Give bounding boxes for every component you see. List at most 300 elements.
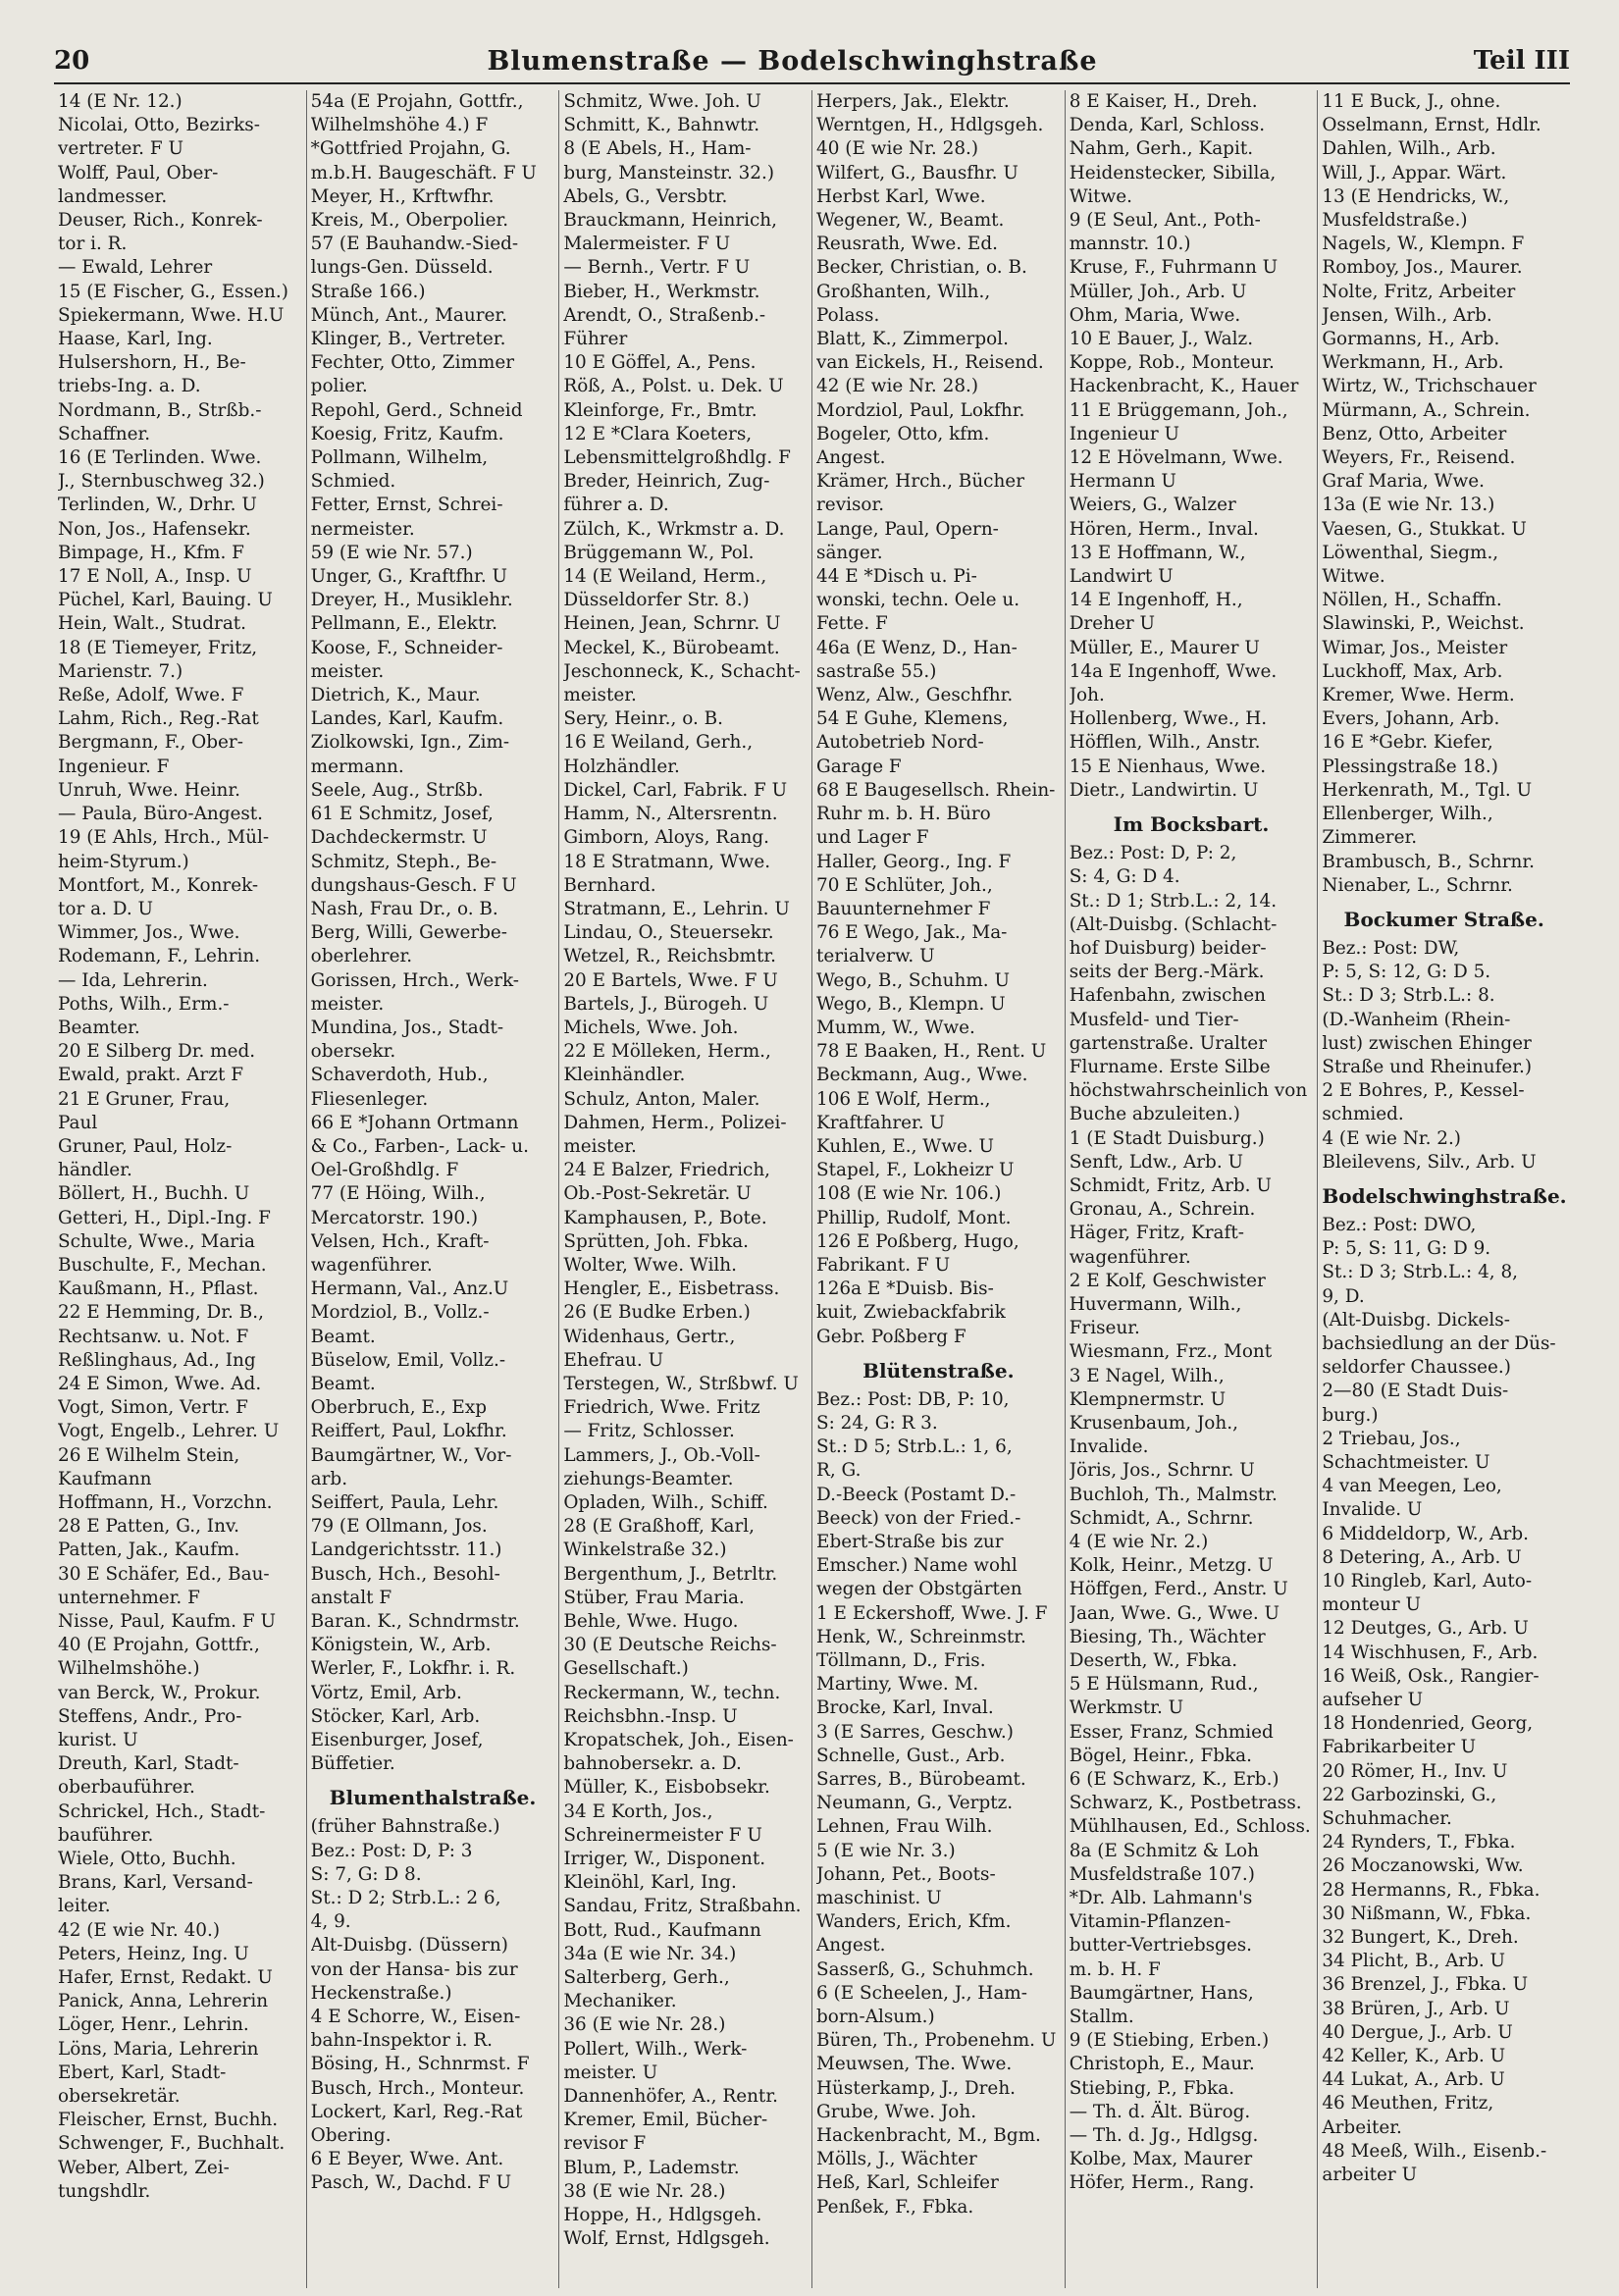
entry-line: Werler, F., Lokfhr. i. R.: [310, 1658, 516, 1680]
entry-line: Bauunternehmer F: [816, 898, 991, 919]
entry-line: Nöllen, H., Schaffn.: [1322, 590, 1502, 611]
entry-line: (früher Bahnstraße.): [310, 1816, 500, 1838]
entry-line: Röß, A., Polst. u. Dek. U: [563, 376, 784, 397]
entry-line: Panick, Anna, Lehrerin: [58, 1991, 269, 2012]
entry-line: Kaufmann: [58, 1468, 152, 1489]
entry-line: Bez.: Post: D, P: 3: [310, 1840, 473, 1861]
entry-line: Höfer, Herm., Rang.: [1069, 2172, 1255, 2194]
street-heading: Blütenstraße.: [862, 1358, 1015, 1383]
entry-line: Hafer, Ernst, Redakt. U: [58, 1967, 273, 1989]
entry-line: Wiele, Otto, Buchh.: [58, 1849, 236, 1870]
entry-line: Ruhr m. b. H. Büro: [816, 804, 991, 825]
entry-line: — Paula, Büro-Angest.: [58, 804, 264, 825]
entry-line: tor a. D. U: [58, 898, 154, 919]
entry-line: heim-Styrum.): [58, 851, 189, 872]
entry-line: — Th. d. Ält. Bürog.: [1069, 2101, 1251, 2122]
entry-line: Obering.: [310, 2125, 392, 2147]
entry-line: Jensen, Wilh., Arb.: [1322, 304, 1492, 326]
entry-line: 15 E Nienhaus, Wwe.: [1069, 756, 1267, 777]
entry-line: Eisenburger, Josef,: [310, 1730, 484, 1751]
entry-line: arb.: [310, 1468, 348, 1489]
entry-line: Sasserß, G., Schuhmch.: [816, 1958, 1034, 1980]
entry-line: landmesser.: [58, 185, 168, 207]
entry-line: schmied.: [1322, 1104, 1404, 1125]
entry-line: Lockert, Karl, Reg.-Rat: [310, 2101, 523, 2122]
entry-line: Dahlen, Wilh., Arb.: [1322, 138, 1496, 160]
entry-line: Fliesenleger.: [310, 1088, 429, 1110]
entry-line: Witwe.: [1322, 566, 1385, 588]
entry-line: 26 (E Budke Erben.): [563, 1302, 751, 1324]
entry-line: Stüber, Frau Maria.: [563, 1587, 745, 1608]
entry-line: Benz, Otto, Arbeiter: [1322, 423, 1507, 444]
entry-line: Fleischer, Ernst, Buchh.: [58, 2110, 279, 2131]
entry-line: Klinger, B., Vertreter.: [310, 329, 506, 350]
entry-line: 12 Deutges, G., Arb. U: [1322, 1618, 1529, 1640]
entry-line: revisor.: [816, 495, 885, 516]
entry-line: 20 Römer, H., Inv. U: [1322, 1760, 1508, 1782]
entry-line: Mumm, W., Wwe.: [816, 1017, 975, 1038]
entry-line: Hulsershorn, H., Be-: [58, 352, 246, 374]
entry-line: Deuser, Rich., Konrek-: [58, 210, 263, 232]
entry-line: seits der Berg.-Märk.: [1069, 962, 1265, 983]
entry-line: Wilfert, G., Bausfhr. U: [816, 162, 1018, 183]
entry-line: Sery, Heinr., o. B.: [563, 708, 724, 730]
entry-line: 38 (E wie Nr. 28.): [563, 2180, 726, 2202]
entry-line: Wolff, Paul, Ober-: [58, 162, 219, 183]
entry-line: Reiffert, Paul, Lokfhr.: [310, 1421, 507, 1442]
entry-line: — Th. d. Jg., Hdlgsg.: [1069, 2125, 1259, 2147]
entry-line: Hafenbahn, zwischen: [1069, 985, 1266, 1007]
entry-line: 4 van Meegen, Leo,: [1322, 1476, 1502, 1497]
entry-line: Beamt.: [310, 1326, 376, 1347]
entry-line: nermeister.: [310, 518, 415, 540]
entry-line: 126a E *Duisb. Bis-: [816, 1278, 994, 1300]
entry-line: 8 E Kaiser, H., Dreh.: [1069, 91, 1258, 112]
entry-line: Kolbe, Max, Maurer: [1069, 2149, 1253, 2170]
entry-line: Herkenrath, M., Tgl. U: [1322, 779, 1533, 801]
entry-line: Großhanten, Wilh.,: [816, 281, 991, 302]
entry-line: Pollmann, Wilhelm,: [310, 447, 489, 469]
entry-line: R, G.: [816, 1460, 862, 1482]
entry-line: Wanders, Erich, Kfm.: [816, 1911, 1012, 1933]
entry-line: Dietr., Landwirtin. U: [1069, 779, 1259, 801]
entry-line: Schmitt, K., Bahnwtr.: [563, 115, 760, 136]
entry-line: Bimpage, H., Kfm. F: [58, 542, 244, 563]
entry-line: Löger, Henr., Lehrin.: [58, 2014, 249, 2036]
entry-line: Weber, Albert, Zei-: [58, 2157, 230, 2178]
entry-line: Wolf, Ernst, Hdlgsgeh.: [563, 2228, 770, 2250]
entry-line: Ellenberger, Wilh.,: [1322, 804, 1493, 825]
entry-line: revisor F: [563, 2133, 647, 2155]
entry-line: Flurname. Erste Silbe: [1069, 1056, 1271, 1077]
entry-line: 57 (E Bauhandw.-Sied-: [310, 234, 519, 255]
entry-line: Lahm, Rich., Reg.-Rat: [58, 708, 259, 730]
entry-line: oberbauführer.: [58, 1777, 195, 1799]
entry-line: Nisse, Paul, Kaufm. F U: [58, 1611, 276, 1632]
entry-line: Non, Jos., Hafensekr.: [58, 518, 251, 540]
entry-line: Werkmstr. U: [1069, 1697, 1184, 1719]
entry-line: Wimar, Jos., Meister: [1322, 637, 1508, 658]
entry-line: 26 E Wilhelm Stein,: [58, 1444, 240, 1466]
entry-line: (Alt-Duisbg. Dickels-: [1322, 1309, 1510, 1331]
entry-line: St.: D 1; Strb.L.: 2, 14.: [1069, 890, 1278, 912]
entry-line: Kuhlen, E., Wwe. U: [816, 1135, 995, 1157]
entry-line: Hengler, E., Eisbetrass.: [563, 1278, 780, 1300]
entry-line: Mordziol, B., Vollz.-: [310, 1302, 490, 1324]
entry-line: Höfflen, Wilh., Anstr.: [1069, 732, 1261, 754]
entry-line: Müller, K., Eisbobsekr.: [563, 1777, 770, 1799]
entry-line: 13 E Hoffmann, W.,: [1069, 542, 1246, 563]
entry-line: Beckmann, Aug., Wwe.: [816, 1065, 1028, 1086]
entry-line: Wilhelmshöhe 4.) F: [310, 115, 489, 136]
entry-line: 44 Lukat, A., Arb. U: [1322, 2069, 1505, 2091]
entry-line: dungshaus-Gesch. F U: [310, 874, 517, 896]
entry-line: Mordziol, Paul, Lokfhr.: [816, 399, 1025, 421]
entry-line: 4 E Schorre, W., Eisen-: [310, 2007, 521, 2028]
entry-line: Brocke, Karl, Inval.: [816, 1697, 994, 1719]
entry-line: Repohl, Gerd., Schneid: [310, 399, 523, 421]
entry-line: 30 E Schäfer, Ed., Bau-: [58, 1563, 270, 1585]
entry-line: Bernhard.: [563, 874, 656, 896]
entry-line: aufseher U: [1322, 1690, 1424, 1710]
entry-line: Martiny, Wwe. M.: [816, 1674, 979, 1696]
entry-line: Schmidt, Fritz, Arb. U: [1069, 1174, 1272, 1196]
entry-line: Dreher U: [1069, 613, 1155, 635]
entry-line: 14 E Ingenhoff, H.,: [1069, 590, 1243, 611]
entry-line: 14 (E Nr. 12.): [58, 91, 183, 112]
entry-line: Schachtmeister. U: [1322, 1451, 1490, 1473]
entry-line: Wolter, Wwe. Wilh.: [563, 1254, 737, 1276]
entry-line: Polass.: [816, 304, 880, 326]
entry-line: Münch, Ant., Maurer.: [310, 304, 508, 326]
entry-line: 14a E Ingenhoff, Wwe.: [1069, 660, 1278, 682]
entry-line: Müller, Joh., Arb. U: [1069, 281, 1247, 302]
entry-line: 20 E Bartels, Wwe. F U: [563, 969, 778, 991]
entry-line: Phillip, Rudolf, Mont.: [816, 1207, 1012, 1228]
entry-line: 42 Keller, K., Arb. U: [1322, 2046, 1506, 2067]
entry-line: 16 Weiß, Osk., Rangier-: [1322, 1665, 1540, 1687]
entry-line: Jaan, Wwe. G., Wwe. U: [1069, 1602, 1280, 1624]
entry-line: Dreyer, H., Musiklehr.: [310, 590, 513, 611]
entry-line: Heckenstraße.): [310, 1982, 452, 2004]
entry-line: *Gottfried Projahn, G.: [310, 138, 511, 160]
entry-line: Dickel, Carl, Fabrik. F U: [563, 779, 788, 801]
entry-line: 38 Brüren, J., Arb. U: [1322, 1998, 1510, 2019]
entry-line: Angest.: [816, 447, 886, 469]
entry-line: hof Duisburg) beider-: [1069, 937, 1267, 959]
entry-line: Ohm, Maria, Wwe.: [1069, 304, 1241, 326]
entry-line: 16 E Weiland, Gerh.,: [563, 732, 754, 754]
entry-line: mermann.: [310, 756, 404, 777]
entry-line: Bergmann, F., Ober-: [58, 732, 243, 754]
entry-line: Nash, Frau Dr., o. B.: [310, 898, 498, 919]
entry-line: Steffens, Andr., Pro-: [58, 1705, 242, 1727]
entry-line: Landgerichtsstr. 11.): [310, 1539, 502, 1561]
entry-line: 68 E Baugesellsch. Rhein-: [816, 779, 1056, 801]
entry-line: Straße und Rheinufer.): [1322, 1056, 1533, 1077]
entry-line: Johann, Pet., Boots-: [816, 1863, 996, 1885]
entry-line: Dietrich, K., Maur.: [310, 685, 481, 706]
entry-line: und Lager F: [816, 827, 929, 849]
entry-line: Irriger, W., Disponent.: [563, 1849, 766, 1870]
entry-line: Schulz, Anton, Maler.: [563, 1088, 760, 1110]
entry-line: Wego, B., Klempn. U: [816, 993, 1006, 1015]
entry-line: Ebert-Straße bis zur: [816, 1531, 1004, 1552]
entry-line: Meyer, H., Krftwfhr.: [310, 185, 495, 207]
entry-line: 24 Rynders, T., Fbka.: [1322, 1832, 1516, 1853]
entry-line: Hackenbracht, K., Hauer: [1069, 376, 1299, 397]
entry-line: Bergenthum, J., Betrltr.: [563, 1563, 778, 1585]
entry-line: Nienaber, L., Schrnr.: [1322, 874, 1513, 896]
entry-line: Ziolkowski, Ign., Zim-: [310, 732, 510, 754]
entry-line: 77 (E Höing, Wilh.,: [310, 1183, 486, 1205]
entry-line: 13 (E Hendricks, W.,: [1322, 185, 1510, 207]
entry-line: Düsseldorfer Str. 8.): [563, 590, 750, 611]
entry-line: Löwenthal, Siegm.,: [1322, 542, 1499, 563]
entry-line: Schmied.: [310, 471, 396, 493]
entry-line: Krämer, Hrch., Bücher: [816, 471, 1024, 493]
entry-line: Wirtz, W., Trichschauer: [1322, 376, 1537, 397]
entry-line: Nordmann, B., Strßb.-: [58, 399, 262, 421]
entry-line: Bez.: Post: DB, P: 10,: [816, 1388, 1010, 1410]
entry-line: 32 Bungert, K., Dreh.: [1322, 1927, 1519, 1949]
entry-line: Büffetier.: [310, 1753, 395, 1775]
entry-line: 26 Moczanowski, Ww.: [1322, 1855, 1524, 1877]
entry-line: Nagels, W., Klempn. F: [1322, 234, 1525, 255]
entry-line: Buschulte, F., Mechan.: [58, 1254, 267, 1276]
entry-line: St.: D 3; Strb.L.: 4, 8,: [1322, 1262, 1519, 1283]
entry-line: 76 E Wego, Jak., Ma-: [816, 922, 1008, 944]
entry-line: Bez.: Post: D, P: 2,: [1069, 843, 1237, 864]
entry-line: — Fritz, Schlosser.: [563, 1421, 735, 1442]
entry-line: Senft, Ldw., Arb. U: [1069, 1151, 1244, 1173]
entry-line: 108 (E wie Nr. 106.): [816, 1183, 1002, 1205]
entry-line: — Ida, Lehrerin.: [58, 969, 208, 991]
entry-line: 14 Wischhusen, F., Arb.: [1322, 1642, 1539, 1663]
entry-line: Friseur.: [1069, 1318, 1140, 1339]
entry-line: Königstein, W., Arb.: [310, 1635, 492, 1656]
entry-line: born-Alsum.): [816, 2007, 935, 2028]
entry-line: Reßlinghaus, Ad., Ing: [58, 1349, 256, 1371]
entry-line: Evers, Johann, Arb.: [1322, 708, 1500, 730]
entry-line: Gruner, Paul, Holz-: [58, 1135, 233, 1157]
entry-line: Brans, Karl, Versand-: [58, 1872, 253, 1894]
entry-line: Reße, Adolf, Wwe. F: [58, 685, 244, 706]
entry-line: arbeiter U: [1322, 2165, 1418, 2186]
entry-line: Baran. K., Schndrmstr.: [310, 1611, 520, 1632]
entry-line: Schnelle, Gust., Arb.: [816, 1745, 1006, 1766]
entry-line: Meckel, K., Bürobeamt.: [563, 637, 780, 658]
entry-line: 40 (E wie Nr. 28.): [816, 138, 979, 160]
entry-line: Hermann, Val., Anz.U: [310, 1278, 509, 1300]
entry-line: Hoffmann, H., Vorzchn.: [58, 1491, 273, 1513]
entry-line: Plessingstraße 18.): [1322, 756, 1498, 777]
entry-line: Spiekermann, Wwe. H.U: [58, 304, 285, 326]
entry-line: Kruse, F., Fuhrmann U: [1069, 257, 1279, 279]
entry-line: Herpers, Jak., Elektr.: [816, 91, 1010, 112]
column-3: [558, 90, 811, 2288]
entry-line: 11 E Brüggemann, Joh.,: [1069, 399, 1288, 421]
entry-line: Baumgärtner, W., Vor-: [310, 1444, 512, 1466]
entry-line: 24 E Simon, Wwe. Ad.: [58, 1373, 262, 1394]
entry-line: Beamt.: [310, 1373, 376, 1394]
entry-line: tungshdlr.: [58, 2180, 151, 2202]
entry-line: Hoppe, H., Hdlgsgeh.: [563, 2205, 762, 2226]
entry-line: Stiebing, P., Fbka.: [1069, 2077, 1235, 2099]
entry-line: 12 E *Clara Koeters,: [563, 423, 753, 444]
page-number: 20: [54, 46, 90, 76]
entry-line: Fabrikant. F U: [816, 1254, 951, 1276]
entry-line: Büren, Th., Probenehm. U: [816, 2030, 1057, 2052]
entry-line: 16 E *Gebr. Kiefer,: [1322, 732, 1493, 754]
entry-line: D.-Beeck (Postamt D.-: [816, 1484, 1017, 1505]
entry-line: Kraftfahrer. U: [816, 1112, 945, 1133]
entry-line: Huvermann, Wilh.,: [1069, 1293, 1242, 1315]
entry-line: Neumann, G., Verptz.: [816, 1793, 1014, 1814]
entry-line: Müller, E., Maurer U: [1069, 637, 1260, 658]
entry-line: wegen der Obstgärten: [816, 1579, 1022, 1600]
entry-line: 24 E Balzer, Friedrich,: [563, 1160, 771, 1181]
entry-line: Musfeldstraße 107.): [1069, 1863, 1255, 1885]
entry-line: leiter.: [58, 1896, 111, 1917]
entry-line: 4 (E wie Nr. 2.): [1322, 1127, 1461, 1149]
entry-line: Weyers, Fr., Reisend.: [1322, 447, 1516, 469]
entry-line: 22 Garbozinski, G.,: [1322, 1784, 1497, 1805]
entry-line: Stratmann, E., Lehrin. U: [563, 898, 790, 919]
entry-line: Wetzel, R., Reichsbmtr.: [563, 946, 776, 967]
entry-line: polier.: [310, 376, 368, 397]
entry-line: Autobetrieb Nord-: [816, 732, 984, 754]
entry-line: meister.: [310, 993, 385, 1015]
entry-line: Kropatschek, Joh., Eisen-: [563, 1730, 794, 1751]
entry-line: obersekr.: [310, 1041, 396, 1063]
entry-line: Michels, Wwe. Joh.: [563, 1017, 739, 1038]
entry-line: Wenz, Alw., Geschfhr.: [816, 685, 1014, 706]
entry-line: 44 E *Disch u. Pi-: [816, 566, 977, 588]
column-5: [1065, 90, 1318, 2288]
entry-line: 28 (E Graßhoff, Karl,: [563, 1516, 756, 1538]
entry-line: 78 E Baaken, H., Rent. U: [816, 1041, 1047, 1063]
entry-line: S: 4, G: D 4.: [1069, 866, 1180, 888]
entry-line: Rodemann, F., Lehrin.: [58, 946, 261, 967]
entry-line: Schmidt, A., Schrnr.: [1069, 1507, 1254, 1529]
entry-line: 14 (E Weiland, Herm.,: [563, 566, 767, 588]
entry-line: Vörtz, Emil, Arb.: [310, 1682, 462, 1703]
entry-line: Heinen, Jean, Schrnr. U: [563, 613, 781, 635]
entry-line: 10 E Göffel, A., Pens.: [563, 352, 757, 374]
entry-line: Heidenstecker, Sibilla,: [1069, 162, 1277, 183]
entry-line: Pellmann, E., Elektr.: [310, 613, 497, 635]
entry-line: Garage F: [816, 756, 902, 777]
entry-line: meister.: [563, 685, 637, 706]
entry-line: 30 (E Deutsche Reichs-: [563, 1635, 777, 1656]
entry-line: Schulte, Wwe., Maria: [58, 1230, 255, 1252]
entry-line: Busch, Hch., Besohl-: [310, 1563, 500, 1585]
entry-line: Vitamin-Pflanzen-: [1069, 1911, 1231, 1933]
entry-line: führer a. D.: [563, 495, 669, 516]
entry-line: Gormanns, H., Arb.: [1322, 329, 1500, 350]
entry-line: kurist. U: [58, 1730, 138, 1751]
entry-line: Klempnermstr. U: [1069, 1388, 1227, 1410]
entry-line: Emscher.) Name wohl: [816, 1555, 1018, 1577]
entry-line: Koesig, Fritz, Kaufm.: [310, 423, 504, 444]
entry-line: Pollert, Wilh., Werk-: [563, 2038, 748, 2060]
entry-line: 42 (E wie Nr. 28.): [816, 376, 979, 397]
entry-line: Mechaniker.: [563, 1991, 677, 2012]
entry-line: Holzhändler.: [563, 756, 680, 777]
entry-line: 18 E Stratmann, Wwe.: [563, 851, 771, 872]
entry-line: Ingenieur U: [1069, 423, 1180, 444]
entry-line: Mühlhausen, Ed., Schloss.: [1069, 1816, 1311, 1838]
entry-line: Schuhmacher.: [1322, 1808, 1452, 1830]
street-heading: Im Bocksbart.: [1113, 812, 1270, 837]
entry-line: Kamphausen, P., Bote.: [563, 1207, 767, 1228]
entry-line: 8 (E Abels, H., Ham-: [563, 138, 752, 160]
entry-line: — Ewald, Lehrer: [58, 257, 213, 279]
entry-line: Grube, Wwe. Joh.: [816, 2101, 977, 2122]
entry-line: sänger.: [816, 542, 883, 563]
entry-line: burg.): [1322, 1404, 1379, 1426]
entry-line: Behle, Wwe. Hugo.: [563, 1611, 739, 1632]
entry-line: St.: D 2; Strb.L.: 2 6,: [310, 1888, 501, 1909]
entry-line: Löns, Maria, Lehrerin: [58, 2038, 259, 2060]
entry-line: Abels, G., Versbtr.: [563, 185, 728, 207]
entry-line: 28 Hermanns, R., Fbka.: [1322, 1879, 1541, 1901]
entry-line: 48 Meeß, Wilh., Eisenb.-: [1322, 2140, 1547, 2162]
entry-line: Fabrikarbeiter U: [1322, 1737, 1477, 1758]
entry-line: Wimmer, Jos., Wwe.: [58, 922, 240, 944]
entry-line: tor i. R.: [58, 234, 128, 255]
entry-line: Kolk, Heinr., Metzg. U: [1069, 1555, 1274, 1577]
entry-line: 40 Dergue, J., Arb. U: [1322, 2021, 1513, 2043]
entry-line: m.b.H. Baugeschäft. F U: [310, 162, 537, 183]
entry-line: Getteri, H., Dipl.-Ing. F: [58, 1207, 271, 1228]
entry-line: 10 E Bauer, J., Walz.: [1069, 329, 1254, 350]
entry-line: 6 Middeldorp, W., Arb.: [1322, 1523, 1529, 1544]
entry-line: 9 (E Seul, Ant., Poth-: [1069, 210, 1261, 232]
entry-line: Hackenbracht, M., Bgm.: [816, 2125, 1041, 2147]
entry-line: Krusenbaum, Joh.,: [1069, 1412, 1238, 1434]
entry-line: Bez.: Post: DW,: [1322, 937, 1460, 959]
entry-line: monteur U: [1322, 1594, 1421, 1616]
entry-line: 36 (E wie Nr. 28.): [563, 2014, 726, 2036]
page-title: Blumenstraße — Bodelschwinghstraße: [487, 45, 1098, 77]
entry-line: Schrickel, Hch., Stadt-: [58, 1800, 266, 1822]
entry-line: 5 (E wie Nr. 3.): [816, 1840, 956, 1861]
entry-line: Höffgen, Ferd., Anstr. U: [1069, 1579, 1288, 1600]
entry-line: Lange, Paul, Opern-: [816, 518, 999, 540]
entry-line: meister.: [563, 1135, 637, 1157]
entry-line: Sprütten, Joh. Fbka.: [563, 1230, 750, 1252]
columns: [54, 90, 1570, 2288]
entry-line: meister. U: [563, 2061, 658, 2083]
street-heading: Bockumer Straße.: [1343, 907, 1544, 931]
entry-line: 28 E Patten, G., Inv.: [58, 1516, 239, 1538]
entry-line: Brüggemann W., Pol.: [563, 542, 755, 563]
entry-line: Becker, Christian, o. B.: [816, 257, 1027, 279]
entry-line: wonski, techn. Oele u.: [816, 590, 1020, 611]
entry-line: Bösing, H., Schnrmst. F: [310, 2054, 530, 2075]
entry-line: Landes, Karl, Kaufm.: [310, 708, 504, 730]
entry-line: lust) zwischen Ehinger: [1322, 1032, 1532, 1054]
entry-line: 20 E Silberg Dr. med.: [58, 1041, 256, 1063]
entry-line: Fette. F: [816, 613, 888, 635]
entry-line: Marienstr. 7.): [58, 660, 183, 682]
entry-line: triebs-Ing. a. D.: [58, 376, 201, 397]
entry-line: Dachdeckermstr. U: [310, 827, 488, 849]
entry-line: 18 Hondenried, Georg,: [1322, 1713, 1534, 1735]
entry-line: 8a (E Schmitz & Loh: [1069, 1840, 1259, 1861]
